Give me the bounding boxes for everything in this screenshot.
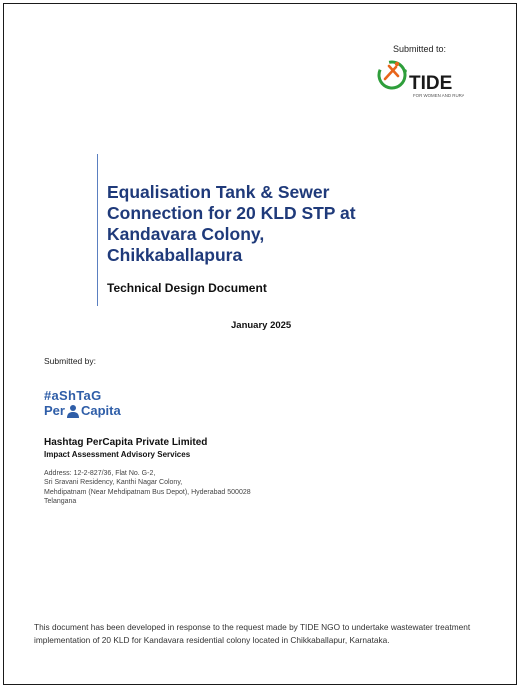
title-accent-bar: [97, 154, 98, 306]
company-tagline: Impact Assessment Advisory Services: [44, 450, 191, 459]
logo-line-2-right: Capita: [80, 403, 121, 418]
address-line: Mehdipatnam (Near Mehdipatnam Bus Depot), Hyderabad 500028: [44, 488, 251, 496]
document-title: [107, 182, 407, 266]
hashtag-percapita-logo: [44, 388, 121, 419]
title-line-3: Kandavara Colony,: [107, 224, 265, 244]
submitted-by-label: Submitted by:: [44, 356, 96, 366]
tide-logo-tagline: FOR WOMEN AND RURAL: [413, 93, 464, 98]
company-address: [44, 469, 251, 506]
document-date: January 2025: [231, 320, 292, 331]
logo-line-2-left: Per: [44, 403, 65, 418]
tide-logo-icon: [372, 58, 464, 102]
submitted-to-label: Submitted to:: [393, 44, 447, 54]
title-line-4: Chikkaballapura: [107, 245, 243, 265]
title-line-2: Connection for 20 KLD STP at: [107, 203, 356, 223]
company-name: Hashtag PerCapita Private Limited: [44, 437, 208, 448]
address-line: Telangana: [44, 497, 77, 505]
address-line: Sri Sravani Residency, Kanthi Nagar Colony,: [44, 479, 183, 487]
logo-line-2: [44, 403, 121, 419]
footer-note: This document has been developed in response to the request made by TIDE NGO to undertake wastewater treatment implementation of 20 KLD for Kandavara residential colony located in Chikkaballapur, Karnataka.: [34, 622, 471, 645]
tide-logo: [372, 58, 464, 102]
tide-logo-name: TIDE: [409, 73, 453, 94]
person-icon: [66, 404, 80, 418]
address-line: Address: 12-2-827/36, Flat No. G-2,: [44, 470, 156, 477]
page-border: [3, 3, 517, 685]
title-line-1: Equalisation Tank & Sewer: [107, 182, 330, 202]
logo-line-1: #aShTaG: [44, 388, 102, 403]
document-subtitle: Technical Design Document: [107, 281, 267, 295]
